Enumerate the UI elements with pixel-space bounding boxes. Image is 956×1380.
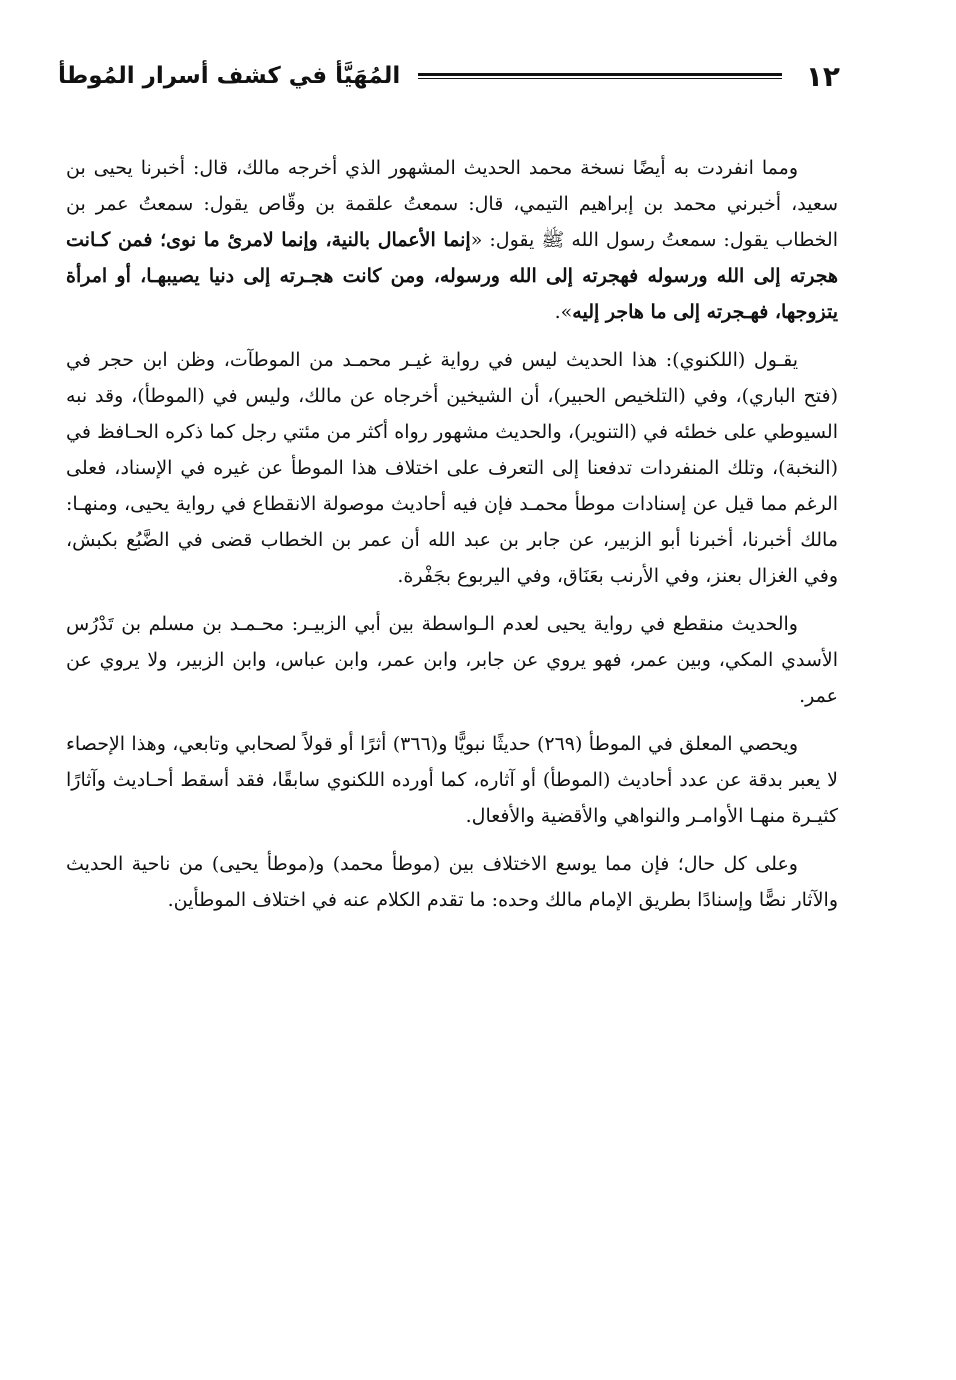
paragraph-munqati: والحديث منقطع في رواية يحيى لعدم الـواسطة بين أبي الزبيـر: محـمـد بن مسلم بن تَدْرُس الأسدي المكي، وبين عمر، فهو يروي عن جابر، وابن عمر، وابن عباس، وابن الزبير، ولا يروي عن عمر. <box>66 613 838 707</box>
paragraph-count: ويحصي المعلق في الموطأ (٢٦٩) حديثًا نبويًّا و(٣٦٦) أثرًا أو قولاً لصحابي وتابعي، وهذا الإحصاء لا يعبر بدقة عن عدد أحاديث (الموطأ) أو آثاره، كما أورده اللكنوي سابقًا، فقد أسقط أحـاديث وآثارًا كثيـرة منهـا الأوامـر والنواهي والأقضية والأفعال. <box>66 733 838 827</box>
header-rule <box>418 73 782 79</box>
paragraph-laknawi: يقـول (اللكنوي): هذا الحديث ليس في رواية غيـر محمـد من الموطآت، وظن ابن حجر في (فتح الباري)، وفي (التلخيص الحبير)، أن الشيخين أخرجاه عن مالك، وليس في (الموطأ)، وقد نبه السيوطي على خطئه في (التنوير)، والحديث مشهور رواه أكثر من مئتي رجل كما ذكره الحـافظ في (النخبة)، وتلك المنفردات تدفعنا إلى التعرف على اختلاف هذا الموطأ عن غيره في الإسناد، فعلى الرغم مما قيل عن إسنادات موطأ محمـد فإن فيه أحاديث موصولة الانقطاع في رواية يحيى، ومنهـا: مالك أخبرنا، أخبرنا أبو الزبير، عن جابر بن عبد الله أن عمر بن الخطاب قضى في الضَّبُع بكبش، وفي الغزال بعنز، وفي الأرنب بعَنَاق، وفي اليربوع بجَفْرة. <box>66 349 838 587</box>
book-title: المُهَيَّأ في كشف أسرار المُوطأ <box>58 63 401 89</box>
hadith-outro: ». <box>554 301 573 323</box>
page-number: ١٢ <box>805 59 840 93</box>
paragraph-conclusion: وعلى كل حال؛ فإن مما يوسع الاختلاف بين (موطأ محمد) و(موطأ يحيى) من ناحية الحديث والآثار نصًّا وإسنادًا بطريق الإمام مالك وحده: ما تقدم الكلام عنه في اختلاف الموطأين. <box>66 853 838 911</box>
hadith-intro: ومما انفردت به أيضًا نسخة محمد الحديث المشهور الذي أخرجه مالك، قال: أخبرنا يحيى بن سعيد، أخبرني محمد بن إبراهيم التيمي، قال: سمعتُ علقمة بن وقّاص يقول: سمعتُ عمر بن الخطاب يقول: سمعتُ رسول الله ﷺ يقول: « <box>66 157 838 251</box>
body-text <box>66 150 838 930</box>
hadith-quote: إنما الأعمال بالنية، وإنما لامرئ ما نوى؛ فمن كـانت هجرته إلى الله ورسوله فهجرته إلى الله ورسوله، ومن كانت هجـرته إلى دنيا يصيبهـا، أو امرأة يتزوجها، فهـجرته إلى ما هاجر إليه <box>66 229 838 323</box>
paragraph-hadith <box>66 150 838 330</box>
running-header <box>58 56 840 96</box>
